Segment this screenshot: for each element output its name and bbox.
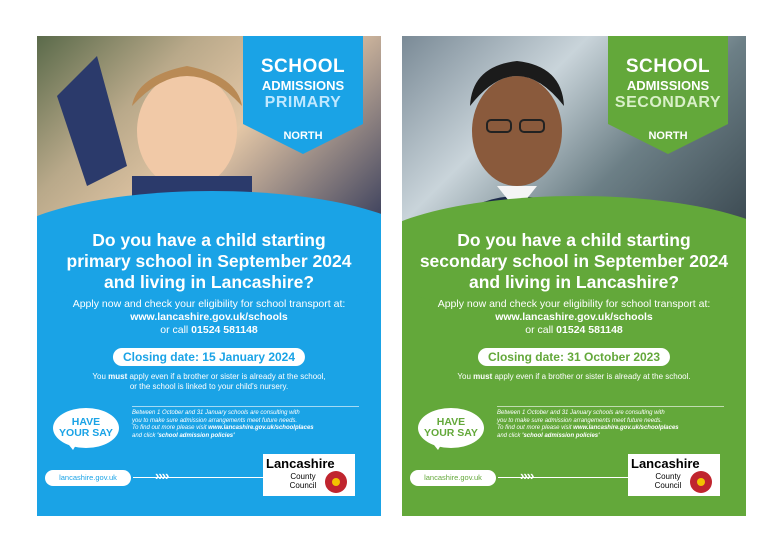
logo-subtitle [285,472,321,490]
apply-url[interactable]: www.lancashire.gov.uk/schools [130,311,288,323]
headline-line3: and living in Lancashire? [468,272,680,292]
apply-call: or call [160,324,189,336]
must-line2: or the school is linked to your child's nursery. [129,382,289,391]
shield-line3: SECONDARY [614,94,722,111]
apply-call: or call [525,324,554,336]
consult-line1: Between 1 October and 31 January schools are consulting with [132,410,300,416]
must-bold: must [108,372,128,381]
primary-admissions-poster [37,36,381,516]
chevron-right-icon: ›››› [520,468,534,483]
lancashire-logo [628,454,720,496]
must-post: apply even if a brother or sister is already at the school, [129,372,326,381]
headline [47,230,371,293]
consult-link: 'school admission policies' [157,432,235,439]
must-bold: must [473,372,493,381]
consult-line1: Between 1 October and 31 January schools are consulting with [497,410,665,416]
divider [497,406,724,407]
admissions-shield [608,36,728,154]
logo-name: Lancashire [266,456,335,471]
shield-line3: PRIMARY [264,94,342,111]
secondary-admissions-poster [402,36,746,516]
logo-sub2: Council [654,481,682,490]
shield-region: NORTH [648,130,688,142]
logo-subtitle [650,472,686,490]
apply-phone[interactable]: 01524 581148 [191,324,258,336]
bubble-line1: HAVE [71,416,101,428]
shield-line2: ADMISSIONS [626,78,710,93]
apply-text: Apply now and check your eligibility for school transport at: [437,298,711,310]
apply-info [412,298,736,337]
headline-line2: secondary school in September 2024 [419,251,729,271]
divider [132,406,359,407]
chevron-right-icon: ›››› [155,468,169,483]
lancashire-logo [263,454,355,496]
consult-url[interactable]: www.lancashire.gov.uk/schoolplaces [208,425,314,431]
shield-region: NORTH [283,130,323,142]
consultation-text [132,410,362,440]
bubble-line2: YOUR SAY [59,427,113,439]
headline-line3: and living in Lancashire? [103,272,315,292]
headline-line2: primary school in September 2024 [66,251,352,271]
have-your-say-bubble [53,408,119,448]
headline-line1: Do you have a child starting [92,230,326,250]
consult-line2: you to make sure admission arrangements meet future needs. [132,417,298,424]
must-post: apply even if a brother or sister is already at the school. [494,372,691,381]
logo-sub2: Council [289,481,317,490]
arrow-line [133,477,263,478]
bubble-line2: YOUR SAY [424,427,478,439]
logo-sub1: County [655,472,681,481]
admissions-shield [243,36,363,154]
shield-line1: SCHOOL [625,56,711,77]
bubble-tail [65,440,79,450]
shield-line2: ADMISSIONS [261,78,345,93]
apply-url[interactable]: www.lancashire.gov.uk/schools [495,311,653,323]
consult-line2: you to make sure admission arrangements meet future needs. [497,417,663,424]
website-pill[interactable]: lancashire.gov.uk [410,470,496,486]
bubble-line1: HAVE [436,416,466,428]
bubble-tail [430,440,444,450]
logo-sub1: County [290,472,316,481]
must-apply-note [422,372,726,382]
must-pre: You [92,372,106,381]
consult-line4: and click [132,432,156,439]
apply-phone[interactable]: 01524 581148 [556,324,623,336]
have-your-say-bubble [418,408,484,448]
consult-link: 'school admission policies' [522,432,600,439]
consult-line4: and click [497,432,521,439]
closing-date-badge: Closing date: 15 January 2024 [113,348,305,366]
consultation-text [497,410,727,440]
consult-url[interactable]: www.lancashire.gov.uk/schoolplaces [573,425,679,431]
apply-info [47,298,371,337]
red-rose-icon [690,471,712,493]
website-pill[interactable]: lancashire.gov.uk [45,470,131,486]
must-pre: You [457,372,471,381]
consult-line3: To find out more please visit [497,425,572,431]
headline-line1: Do you have a child starting [457,230,691,250]
must-apply-note [57,372,361,392]
shield-line1: SCHOOL [260,56,346,77]
closing-date-badge: Closing date: 31 October 2023 [478,348,670,366]
consult-line3: To find out more please visit [132,425,207,431]
headline [412,230,736,293]
logo-name: Lancashire [631,456,700,471]
arrow-line [498,477,628,478]
apply-text: Apply now and check your eligibility for school transport at: [72,298,346,310]
red-rose-icon [325,471,347,493]
